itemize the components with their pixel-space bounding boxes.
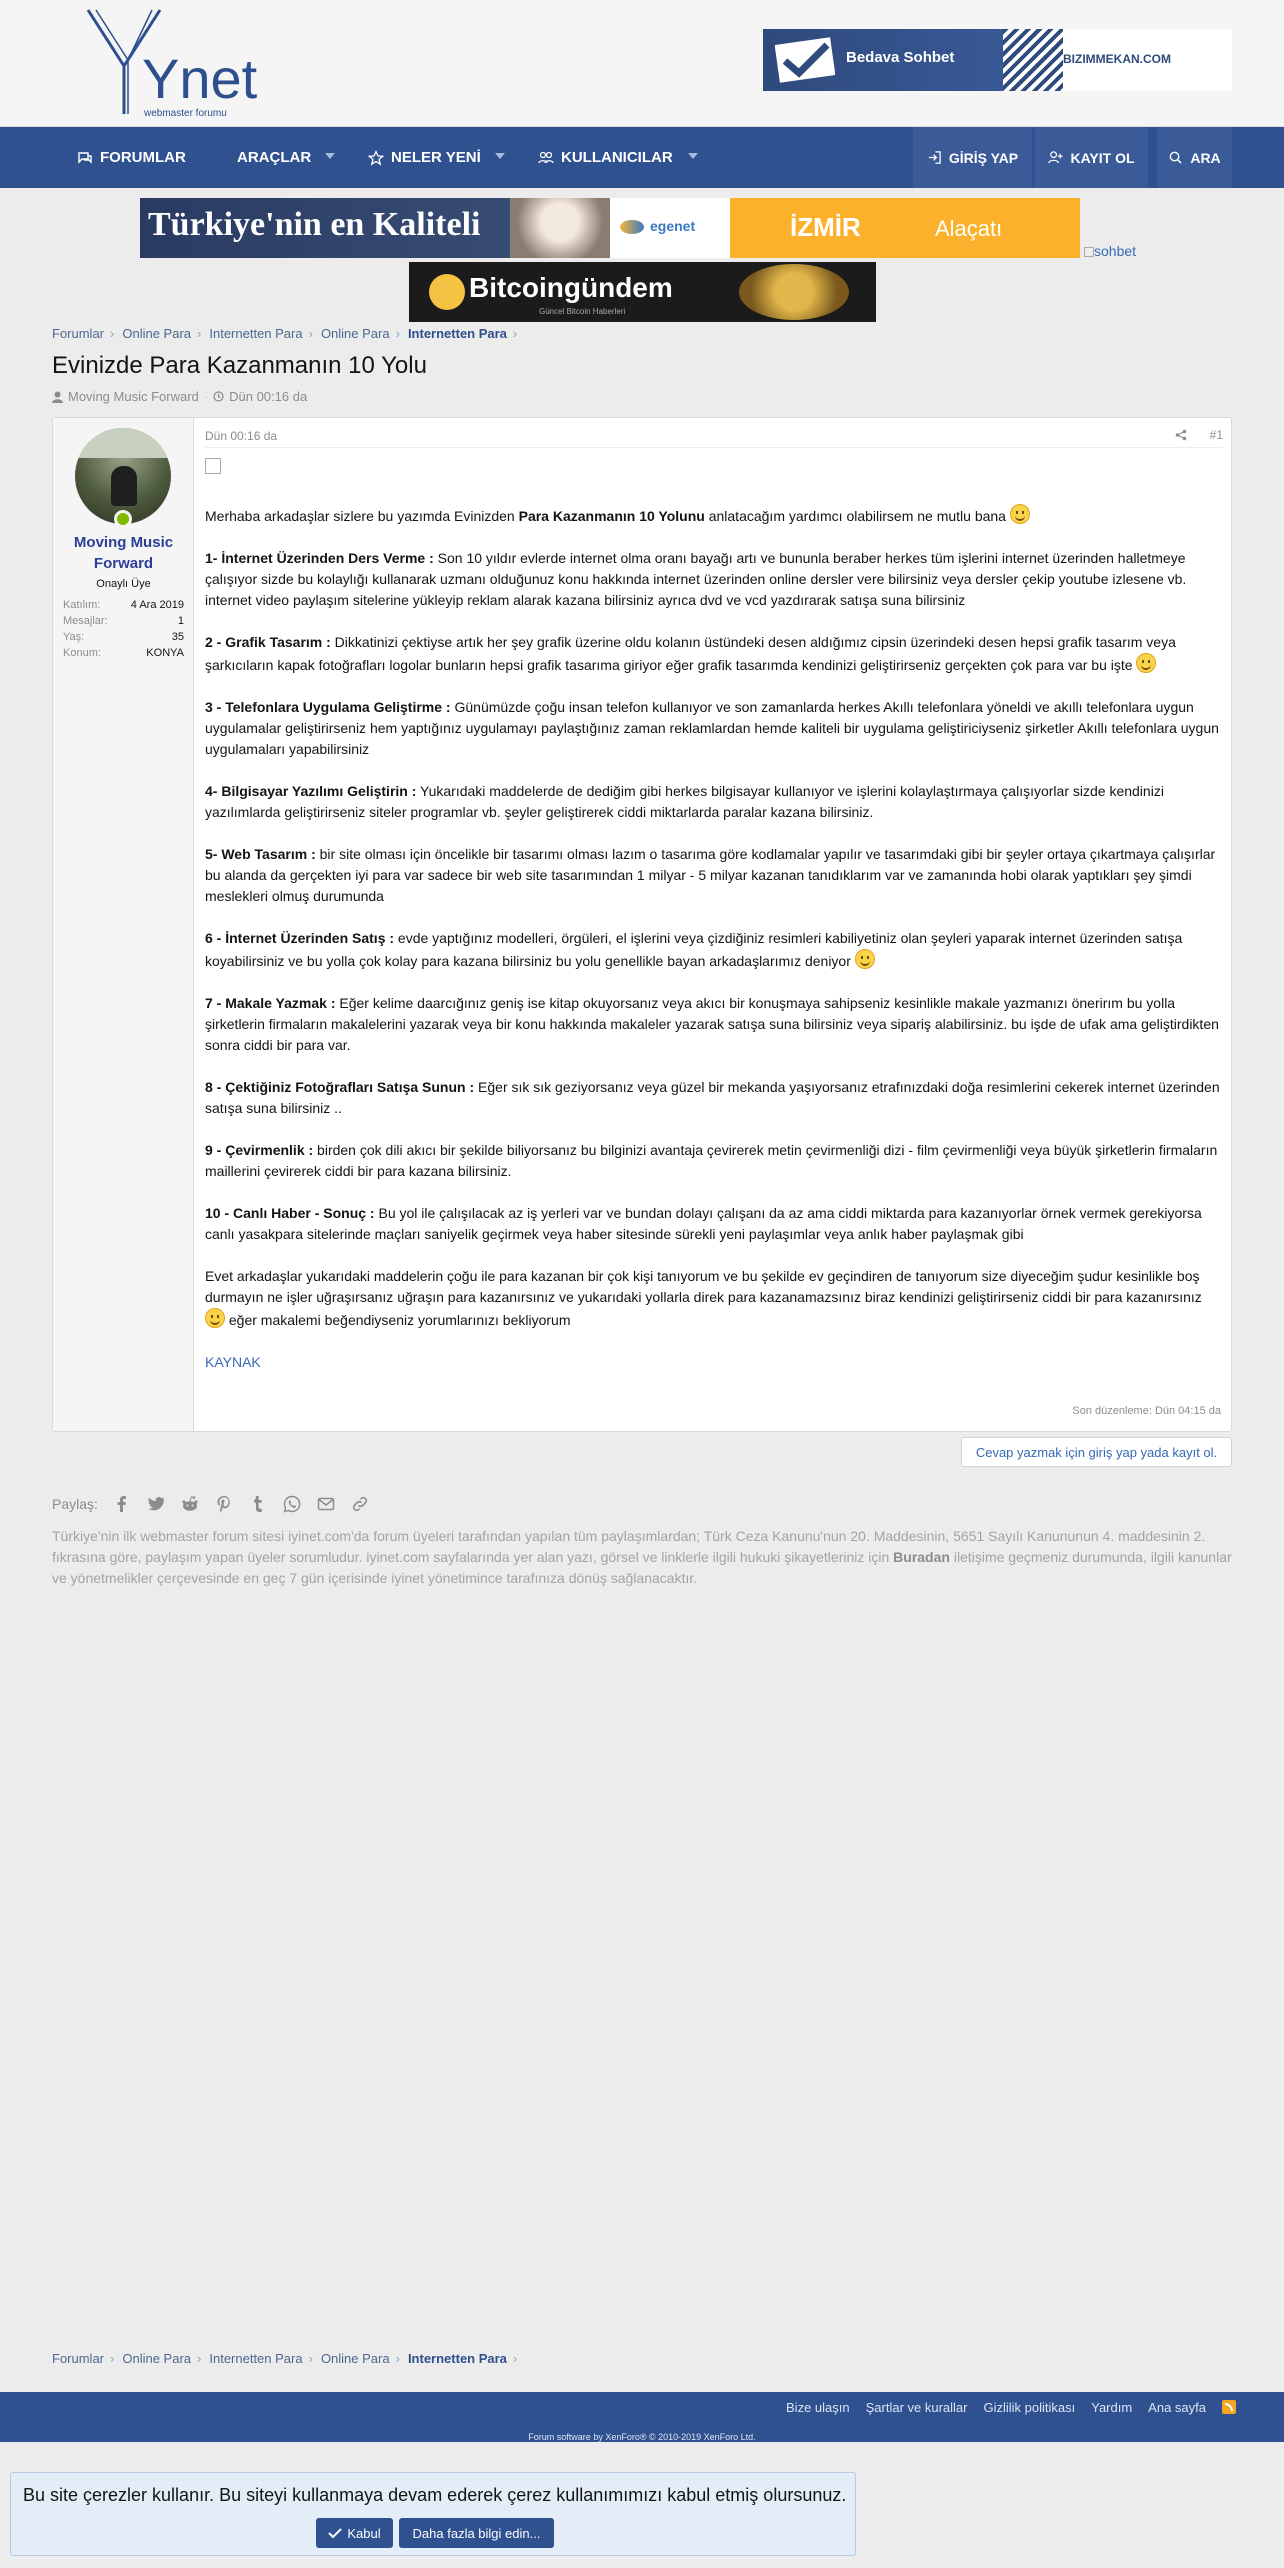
nav-whats-new-caret-icon[interactable] bbox=[495, 153, 505, 159]
stat-value: 4 Ara 2019 bbox=[130, 599, 184, 611]
disclaimer-text: Türkiye'nin ilk webmaster forum sitesi iyinet.com'da forum üyeleri tarafından yapılan tüm paylaşımlardan; Türk Ceza Kanunu'nun 20. Maddesinin, 5651 Sayılı Kanununun 4. maddesinin 2. fıkrasına göre, paylaşım yapan üyeler sorumludur. iyinet.com sayfalarında yer alan yazı, görsel ve linklerle ilgili hukuki şikayetleriniz için bbox=[52, 1528, 1206, 1565]
thread-meta: Moving Music Forward · Dün 00:16 da bbox=[52, 389, 307, 404]
footer-links bbox=[786, 2392, 1236, 2422]
share-label: Paylaş: bbox=[52, 1496, 98, 1512]
site-footer bbox=[0, 2392, 1284, 2442]
link-icon[interactable] bbox=[350, 1494, 370, 1514]
item-text: bir site olması için öncelikle bir tasarımı olması lazım o tasarıma göre kodlamalar yapılır ve tasarımdaki gibi bir şeyler ortaya çıkartmaya çalışırlar bu alanda da gerçekten iyi para var sadece bir web site tasarımından 1 milyar - 5 milyar kazanan tanıdıklarım var ve zamanında hobi olarak yaptıkları şey şimdi meslekleri olmuş durumunda bbox=[205, 846, 1216, 904]
list-item bbox=[205, 632, 1223, 676]
users-icon bbox=[538, 150, 554, 166]
footer-contact-link[interactable]: Bize ulaşın bbox=[786, 2399, 850, 2415]
site-logo[interactable] bbox=[84, 6, 274, 118]
list-item bbox=[205, 548, 1223, 611]
intro-paragraph bbox=[205, 504, 1223, 527]
message-body bbox=[205, 504, 1223, 1373]
user-stat-row bbox=[63, 599, 184, 615]
breadcrumb-bottom: Forumlar › Online Para › Internetten Para › Online Para › Internetten Para › bbox=[52, 2351, 518, 2366]
page-title: Evinizde Para Kazanmanın 10 Yolu bbox=[52, 352, 427, 379]
user-plus-icon bbox=[1048, 150, 1063, 165]
bitcoingundem-banner-ad[interactable] bbox=[409, 262, 876, 322]
footer-terms-link[interactable]: Şartlar ve kurallar bbox=[865, 2399, 968, 2415]
top-banner-ad[interactable] bbox=[763, 29, 1232, 91]
breadcrumb: Forumlar › Online Para › Internetten Para › Online Para › Internetten Para › bbox=[52, 326, 518, 341]
breadcrumb-online-para-2[interactable]: Online Para bbox=[320, 326, 390, 341]
user-stats bbox=[63, 599, 184, 663]
footer-help-link[interactable]: Yardım bbox=[1091, 2399, 1133, 2415]
last-edit-note: Son düzenleme: Dün 04:15 da bbox=[1072, 1405, 1221, 1417]
search-button[interactable] bbox=[1157, 127, 1232, 188]
nav-forums[interactable] bbox=[77, 127, 186, 188]
comments-icon bbox=[77, 150, 93, 166]
stat-value: KONYA bbox=[146, 647, 184, 659]
item-text: Son 10 yıldır evlerde internet olma oranı bayağı artı ve bununla beraber herkes tüm işlerini internet üzerinden halletmeye çalışıyor sizde bu kolaylığı kullanarak uzmanı olduğunuz konu hakkında internet üzerinden online dersler vere bilirsiniz veya dersler çekip youtube izlesene vb. internet video paylaşım sitelerine yükleyip reklam alarak kazana bilirsiniz ayrıca dvd ve vcd yazdırarak satışa suna bilirsiniz bbox=[205, 550, 1187, 608]
logo-text: Ynet bbox=[142, 47, 258, 110]
breadcrumb-internetten-para-2[interactable]: Internetten Para bbox=[407, 2351, 507, 2366]
footer-privacy-link[interactable]: Gizlilik politikası bbox=[983, 2399, 1076, 2415]
clock-icon bbox=[213, 391, 224, 402]
user-stat-row bbox=[63, 615, 184, 631]
nav-tools-label: ARAÇLAR bbox=[237, 149, 312, 166]
broken-image-icon bbox=[1084, 247, 1094, 257]
logo-subtitle: webmaster forumu bbox=[144, 108, 227, 118]
breadcrumb-internetten-para[interactable]: Internetten Para bbox=[209, 326, 303, 341]
item-text: Dikkatinizi çektiyse artık her şey grafik üzerine oldu kolanın üstündeki desen aldığımız cipsin üzerindeki desen hepsi grafik tasarım veya şarkıcıların kapak fotoğrafları logolar bunların hepsi grafik tasarıma giriyor eğer grafik tasarımda kendinizi geliştirirseniz gerçekten çok para var bu işte bbox=[205, 634, 1176, 673]
site-header bbox=[0, 0, 1284, 127]
thread-author-link[interactable]: Moving Music Forward bbox=[68, 389, 199, 404]
item-text: Günümüzde çoğu insan telefon kullanıyor ve son zamanlarda herkes Akıllı telefonlara yöneldi ve akıllı telefonlara uygun uygulamalar geliştirirseniz hem yaptığınız uygulamayı paylaştığınız zaman reklamlardan hemde kaliteli bir uygulama geliştiriciyseniz şirketler Akıllı telefonlara uygun uygulamaları yapabilirsiniz bbox=[205, 699, 1219, 757]
breadcrumb-online-para[interactable]: Online Para bbox=[122, 326, 192, 341]
list-item bbox=[205, 1077, 1223, 1119]
twitter-icon[interactable] bbox=[146, 1494, 166, 1514]
cookie-accept-label: Kabul bbox=[347, 2525, 381, 2541]
reddit-icon[interactable] bbox=[180, 1494, 200, 1514]
item-text: Eğer kelime daarcığınız geniş ise kitap okuyorsanız veya akıcı bir konuşmaya sahipseniz kesinlikle makale yazmanızı önerirım bu yolla şirketlerin firmaların makalelerini yazarak veya bir konu hakkında makaleler yazarak satışa suna bilirsiniz veya sipariş alabilirsiniz. bu işde de ufak ama geliştirdikten sonra ciddi bir para var. bbox=[205, 995, 1219, 1053]
outro-text-2: eğer makalemi beğendiyseniz yorumlarınızı bekliyorum bbox=[225, 1312, 571, 1328]
ad2-title: Bitcoingündem bbox=[469, 272, 673, 303]
disclaimer-link[interactable]: Buradan bbox=[893, 1549, 950, 1565]
message-post bbox=[52, 417, 1232, 1432]
list-item bbox=[205, 697, 1223, 760]
stat-key: Mesajlar: bbox=[63, 615, 108, 627]
star-icon bbox=[368, 150, 384, 166]
egenet-banner-ad[interactable] bbox=[140, 198, 1080, 258]
list-item bbox=[205, 928, 1223, 972]
email-icon[interactable] bbox=[316, 1494, 336, 1514]
sign-in-icon bbox=[927, 150, 942, 165]
copyright: Forum software by XenForo® © 2010-2019 XenForo Ltd. bbox=[528, 2432, 756, 2442]
nav-forums-label: FORUMLAR bbox=[100, 149, 186, 166]
nav-members-label: KULLANICILAR bbox=[561, 149, 673, 166]
breadcrumb-online-para[interactable]: Online Para bbox=[122, 2351, 192, 2366]
whatsapp-icon[interactable] bbox=[282, 1494, 302, 1514]
item-heading: 7 - Makale Yazmak : bbox=[205, 995, 336, 1011]
nav-whats-new[interactable] bbox=[368, 127, 481, 188]
online-status-icon bbox=[114, 510, 132, 528]
breadcrumb-forums[interactable]: Forumlar bbox=[52, 326, 105, 341]
breadcrumb-internetten-para-2[interactable]: Internetten Para bbox=[407, 326, 507, 341]
outro-text: Evet arkadaşlar yukarıdaki maddelerin çoğu ile para kazanan bir çok kişi tanıyorum ve bu şekilde ev geçindiren de tanıyorum size diyeceğim şudur kesinlikle boş durmayın ne işler uğraşırsanız uğraşın para kazanırsınız ve yukarıdaki yollarla direk para kazanamazsınız biraz kendinizi geliştirirseniz ciddi bir para kazanırsınız bbox=[205, 1268, 1202, 1305]
username-link[interactable]: Moving Music Forward bbox=[73, 534, 174, 572]
outro-paragraph bbox=[205, 1266, 1223, 1331]
user-stat-row bbox=[63, 647, 184, 663]
list-item bbox=[205, 781, 1223, 823]
bitcoin-icon bbox=[429, 274, 465, 310]
item-heading: 6 - İnternet Üzerinden Satış : bbox=[205, 930, 395, 946]
stat-key: Konum: bbox=[63, 647, 101, 659]
nav-members-caret-icon[interactable] bbox=[688, 153, 698, 159]
disclaimer-text-2: iletişime geçmeniz durumunda, ilgili kanunlar ve yönetmelikler çerçevesinde en geç 7 gün içerisinde iyinet yönetimince tarafınıza dönüş sağlanacaktır. bbox=[52, 1549, 1232, 1586]
share-bar bbox=[52, 1494, 370, 1514]
ad1-text: Türkiye'nin en Kaliteli bbox=[148, 206, 481, 243]
checkmark-icon bbox=[775, 37, 835, 83]
item-heading: 2 - Grafik Tasarım : bbox=[205, 634, 331, 650]
login-label: GİRİŞ YAP bbox=[948, 149, 1019, 166]
item-text: evde yaptığınız modelleri, örgüleri, el işlerini veya çizdiğiniz resimleri kabiliyetiniz olan şeyleri yaparak internet üzerinden satışa koyabilirsiniz ve bu yolla çok kolay para kazana bilirsiniz bu yolu genellikle bayan arkadaşlarımız deniyor bbox=[205, 930, 1183, 969]
list-item bbox=[205, 993, 1223, 1056]
breadcrumb-online-para-2[interactable]: Online Para bbox=[320, 2351, 390, 2366]
share-icon[interactable] bbox=[1175, 429, 1187, 441]
list-item bbox=[205, 1140, 1223, 1182]
banner-left-text: Bedava Sohbet bbox=[846, 49, 955, 66]
broken-image-icon bbox=[205, 458, 221, 474]
banner-right-text: BIZIMMEKAN.COM bbox=[1063, 52, 1171, 66]
message-number-link[interactable]: #1 bbox=[1209, 428, 1223, 442]
item-heading: 8 - Çektiğiniz Fotoğrafları Satışa Sunun : bbox=[205, 1079, 475, 1095]
ad1-town: Alaçatı bbox=[935, 216, 1003, 241]
message-date-link[interactable]: Dün 00:16 da bbox=[205, 429, 278, 443]
cookie-more-info-button[interactable]: Daha fazla bilgi edin... bbox=[399, 2518, 554, 2548]
ad2-subtitle: Güncel Bitcoin Haberleri bbox=[539, 307, 626, 316]
item-heading: 10 - Canlı Haber - Sonuç : bbox=[205, 1205, 375, 1221]
item-heading: 1- İnternet Üzerinden Ders Verme : bbox=[205, 550, 434, 566]
item-heading: 3 - Telefonlara Uygulama Geliştirme : bbox=[205, 699, 451, 715]
stat-value: 1 bbox=[177, 615, 184, 627]
search-icon bbox=[1168, 150, 1183, 165]
nav-tools-caret-icon[interactable] bbox=[325, 153, 335, 159]
stat-value: 35 bbox=[171, 631, 184, 643]
login-button[interactable] bbox=[913, 127, 1032, 188]
message-attribution bbox=[205, 418, 1223, 448]
message-user-info bbox=[53, 418, 194, 1431]
breadcrumb-forums[interactable]: Forumlar bbox=[52, 2351, 105, 2366]
item-heading: 9 - Çevirmenlik : bbox=[205, 1142, 314, 1158]
cookie-text: Bu site çerezler kullanır. Bu siteyi kullanmaya devam ederek çerez kullanımımızı kabul etmiş olursunuz. bbox=[23, 2485, 847, 2505]
smile-icon bbox=[1136, 653, 1156, 673]
user-icon bbox=[52, 391, 63, 403]
user-stat-row bbox=[63, 631, 184, 647]
stat-key: Yaş: bbox=[63, 631, 85, 643]
nav-whats-new-label: NELER YENİ bbox=[391, 149, 481, 166]
pinterest-icon[interactable] bbox=[214, 1494, 234, 1514]
item-text: Eğer sık sık geziyorsanız veya güzel bir mekanda yaşıyorsanız etrafınızdaki doğa resimlerini cekerek internet üzerinden satışa suna bilirsiniz .. bbox=[205, 1079, 1220, 1116]
item-text: birden çok dili akıcı bir şekilde biliyorsanız bu bilginizi avantaja çevirerek metin çevirmenliği dizi - film çevirmenliği veya büyük şirketlerin firmaların maillerini çevirerek ciddi bir para kazana bilirsiniz. bbox=[205, 1142, 1218, 1179]
item-heading: 4- Bilgisayar Yazılımı Geliştirin : bbox=[205, 783, 417, 799]
nav-tools[interactable] bbox=[237, 127, 311, 188]
facebook-icon[interactable] bbox=[112, 1494, 132, 1514]
check-icon bbox=[328, 2527, 342, 2539]
footer-home-link[interactable]: Ana sayfa bbox=[1148, 2399, 1206, 2415]
main-nav bbox=[0, 127, 1284, 188]
legal-disclaimer bbox=[52, 1526, 1232, 1589]
intro-text-2: anlatacağım yardımcı olabilirsem ne mutlu bana bbox=[704, 508, 1010, 524]
cookie-accept-button[interactable] bbox=[316, 2518, 393, 2548]
cookie-notice bbox=[10, 2472, 856, 2556]
breadcrumb-internetten-para[interactable]: Internetten Para bbox=[209, 2351, 303, 2366]
item-heading: 5- Web Tasarım : bbox=[205, 846, 316, 862]
reply-login-button[interactable]: Cevap yazmak için giriş yap yada kayıt ol. bbox=[961, 1437, 1232, 1467]
sohbet-broken-image[interactable] bbox=[1084, 243, 1136, 259]
list-item bbox=[205, 844, 1223, 907]
item-text: Yukarıdaki maddelerde de dediğim gibi herkes bilgisayar kullanıyor ve işlerini kolaylaştırmaya çalışıyorlar sizde kendinizi yazılımlarda geliştirirseniz siteler programlar vb. şeyler geliştirerek ciddi miktarlarda paralar kazana bilirsiniz. bbox=[205, 783, 1164, 820]
search-label: ARA bbox=[1190, 149, 1221, 166]
smile-icon bbox=[205, 1308, 225, 1328]
ad1-brand: egenet bbox=[650, 218, 696, 234]
thread-date-link[interactable]: Dün 00:16 da bbox=[229, 389, 308, 404]
coin-image bbox=[739, 264, 849, 320]
sohbet-alt-text: sohbet bbox=[1094, 243, 1137, 259]
source-link[interactable]: KAYNAK bbox=[205, 1354, 261, 1370]
rss-icon[interactable] bbox=[1222, 2400, 1236, 2414]
item-text: Bu yol ile çalışılacak az iş yerleri var ve bundan dolayı çalışanı da az ama ciddi miktarda para kazanıyorlar örnek vermek gerekiyorsa canlı yasakpara sitelerinde maçları saniyelik geçirmek veya haber sitesinde sürekli yeni paylaşımlar veya anlık haber paylaşmak gibi bbox=[205, 1205, 1202, 1242]
ad1-city: İZMİR bbox=[790, 212, 861, 242]
smile-icon bbox=[855, 949, 875, 969]
register-label: KAYIT OL bbox=[1070, 149, 1135, 166]
tumblr-icon[interactable] bbox=[248, 1494, 268, 1514]
nav-members[interactable] bbox=[538, 127, 673, 188]
smile-icon bbox=[1010, 504, 1030, 524]
stat-key: Katılım: bbox=[63, 599, 101, 611]
intro-text: Merhaba arkadaşlar sizlere bu yazımda Evinizden bbox=[205, 508, 519, 524]
user-title: Onaylı Üye bbox=[96, 578, 151, 590]
intro-bold: Para Kazanmanın 10 Yolunu bbox=[518, 508, 705, 524]
list-item bbox=[205, 1203, 1223, 1245]
register-button[interactable] bbox=[1035, 127, 1148, 188]
